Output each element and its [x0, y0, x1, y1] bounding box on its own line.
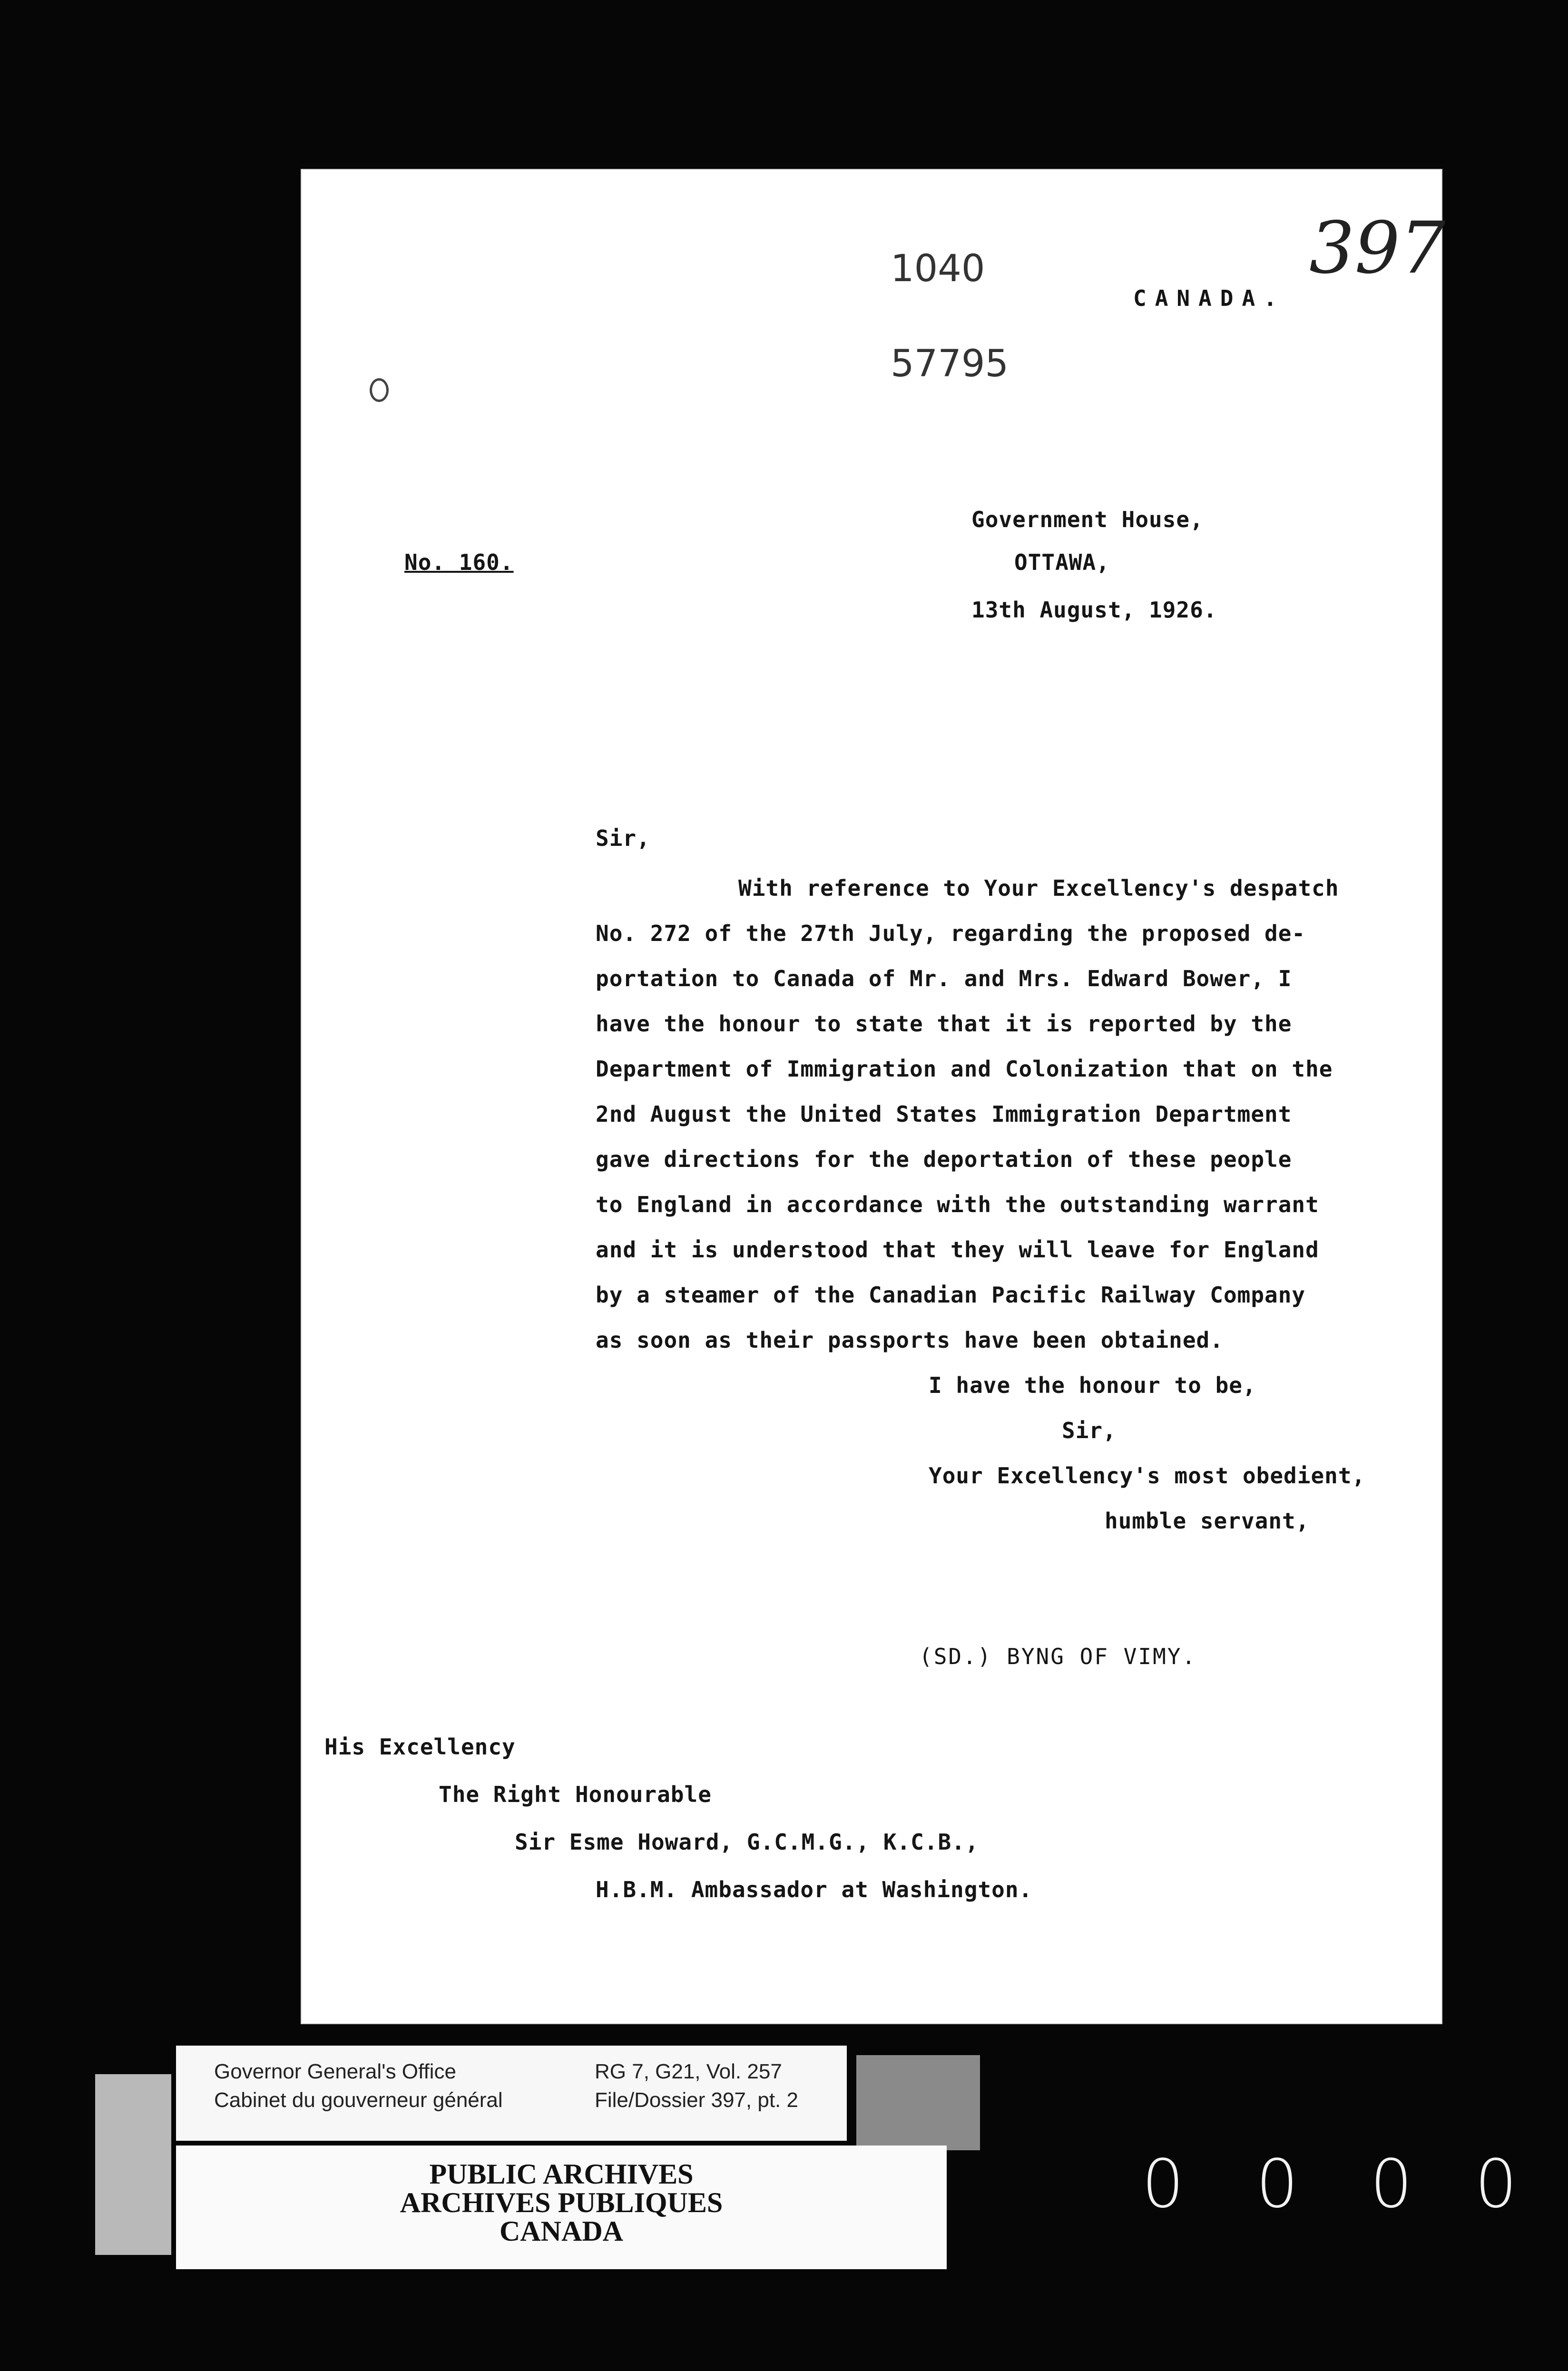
film-edge-left — [95, 2074, 171, 2255]
archive-label — [176, 2046, 847, 2141]
closing-line: Sir, — [1062, 1418, 1117, 1443]
address-line-1: Government House, — [971, 507, 1204, 532]
body-line: With reference to Your Excellency's despatch — [738, 875, 1339, 901]
recipient-line: The Right Honourable — [439, 1782, 712, 1807]
archive-stamp-line-2: ARCHIVES PUBLIQUES — [400, 2187, 723, 2218]
body-line: No. 272 of the 27th July, regarding the proposed de- — [596, 921, 1306, 946]
archive-stamp — [176, 2146, 947, 2269]
body-line: to England in accordance with the outstanding warrant — [596, 1192, 1319, 1217]
signature: (SD.) BYNG OF VIMY. — [919, 1644, 1197, 1669]
document-page — [301, 169, 1446, 2024]
body-line: have the honour to state that it is reported by the — [596, 1011, 1292, 1037]
frame-digit: 0 — [1142, 2146, 1185, 2223]
handwritten-file-number: 397 — [1309, 207, 1446, 290]
body-line: by a steamer of the Canadian Pacific Railway Company — [596, 1282, 1306, 1308]
despatch-number: No. 160. — [404, 549, 514, 575]
reference-line-2: File/Dossier 397, pt. 2 — [595, 2088, 798, 2112]
body-line: Department of Immigration and Colonization that on the — [596, 1056, 1333, 1082]
salutation: Sir, — [596, 825, 650, 851]
recipient-line: H.B.M. Ambassador at Washington. — [596, 1877, 1033, 1902]
address-line-2: OTTAWA, — [1014, 549, 1110, 575]
archive-stamp-line-1: PUBLIC ARCHIVES — [429, 2158, 694, 2190]
body-line: as soon as their passports have been obtained. — [596, 1327, 1224, 1353]
country-header: CANADA. — [1133, 285, 1285, 311]
film-edge-right — [856, 2055, 980, 2150]
body-line: 2nd August the United States Immigration Department — [596, 1101, 1292, 1127]
archive-stamp-line-3: CANADA — [500, 2215, 623, 2247]
closing-line: Your Excellency's most obedient, — [929, 1463, 1366, 1489]
recipient-line: His Excellency — [324, 1734, 516, 1760]
frame-digit: 0 — [1370, 2146, 1413, 2223]
office-french: Cabinet du gouverneur général — [214, 2088, 503, 2112]
reference-line-1: RG 7, G21, Vol. 257 — [595, 2060, 782, 2083]
recipient-line: Sir Esme Howard, G.C.M.G., K.C.B., — [515, 1829, 979, 1855]
punch-hole — [370, 378, 389, 402]
frame-digit: 0 — [1475, 2146, 1518, 2223]
closing-line: humble servant, — [1105, 1508, 1310, 1534]
body-line: gave directions for the deportation of these people — [596, 1146, 1292, 1172]
address-date: 13th August, 1926. — [971, 597, 1217, 623]
frame-digit: 0 — [1256, 2146, 1299, 2223]
body-line: portation to Canada of Mr. and Mrs. Edward Bower, I — [596, 966, 1292, 991]
stamp-number-top: 1040 — [891, 247, 985, 290]
stamp-number-bottom: 57795 — [891, 343, 1009, 385]
frame-counter — [1142, 2146, 1532, 2222]
body-line: and it is understood that they will leave for England — [596, 1237, 1319, 1263]
office-english: Governor General's Office — [214, 2060, 456, 2083]
closing-line: I have the honour to be, — [929, 1372, 1256, 1398]
